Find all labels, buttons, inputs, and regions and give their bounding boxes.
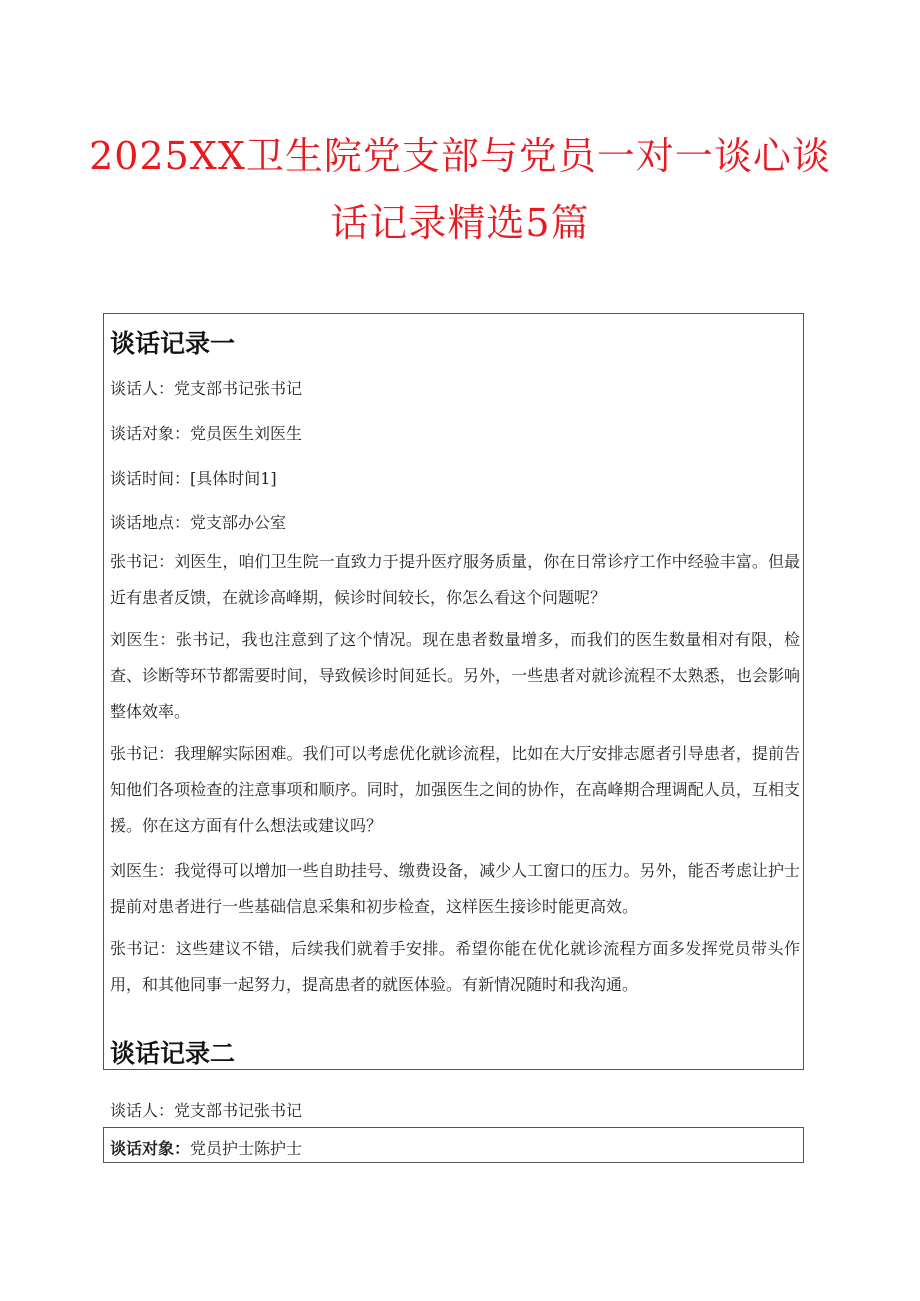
dialogue-paragraph: 张书记：我理解实际困难。我们可以考虑优化就诊流程，比如在大厅安排志愿者引导患者，提前告知他们各项检查的注意事项和顺序。同时，加强医生之间的协作，在高峰期合理调配人员，互相支援。你在这方面有什么想法或建议吗？ xyxy=(110,744,800,835)
record-one-place: 谈话地点：党支部办公室 xyxy=(110,513,287,532)
dialogue-paragraph: 刘医生：张书记，我也注意到了这个情况。现在患者数量增多，而我们的医生数量相对有限，检查、诊断等环节都需要时间，导致候诊时间延长。另外，一些患者对就诊流程不太熟悉，也会影响整体效率。 xyxy=(110,630,800,721)
record-two-target-value: 党员护士陈护士 xyxy=(190,1139,303,1158)
record-one-heading: 谈话记录一 xyxy=(110,329,236,358)
record-two-target xyxy=(110,1136,302,1159)
record-two-target-box xyxy=(103,1127,804,1163)
record-two-target-label: 谈话对象： xyxy=(110,1139,191,1158)
dialogue-paragraph: 刘医生：我觉得可以增加一些自助挂号、缴费设备，减少人工窗口的压力。另外，能否考虑让护士提前对患者进行一些基础信息采集和初步检查，这样医生接诊时能更高效。 xyxy=(110,861,800,916)
document-title-line-2: 话记录精选5篇 xyxy=(330,201,590,245)
document-title-line-1: 2025XX卫生院党支部与党员一对一谈心谈 xyxy=(89,134,831,178)
record-one-time: 谈话时间：[具体时间1] xyxy=(110,469,277,488)
record-two-speaker: 谈话人：党支部书记张书记 xyxy=(110,1101,303,1120)
record-one-target: 谈话对象：党员医生刘医生 xyxy=(110,424,303,443)
record-one-speaker: 谈话人：党支部书记张书记 xyxy=(110,379,303,398)
dialogue-paragraph: 张书记：刘医生，咱们卫生院一直致力于提升医疗服务质量，你在日常诊疗工作中经验丰富。但最近有患者反馈，在就诊高峰期，候诊时间较长，你怎么看这个问题呢？ xyxy=(110,552,800,607)
record-one-box xyxy=(103,313,804,1070)
dialogue-paragraph: 张书记：这些建议不错，后续我们就着手安排。希望你能在优化就诊流程方面多发挥党员带头作用，和其他同事一起努力，提高患者的就医体验。有新情况随时和我沟通。 xyxy=(110,939,800,994)
record-two-heading: 谈话记录二 xyxy=(110,1039,236,1068)
